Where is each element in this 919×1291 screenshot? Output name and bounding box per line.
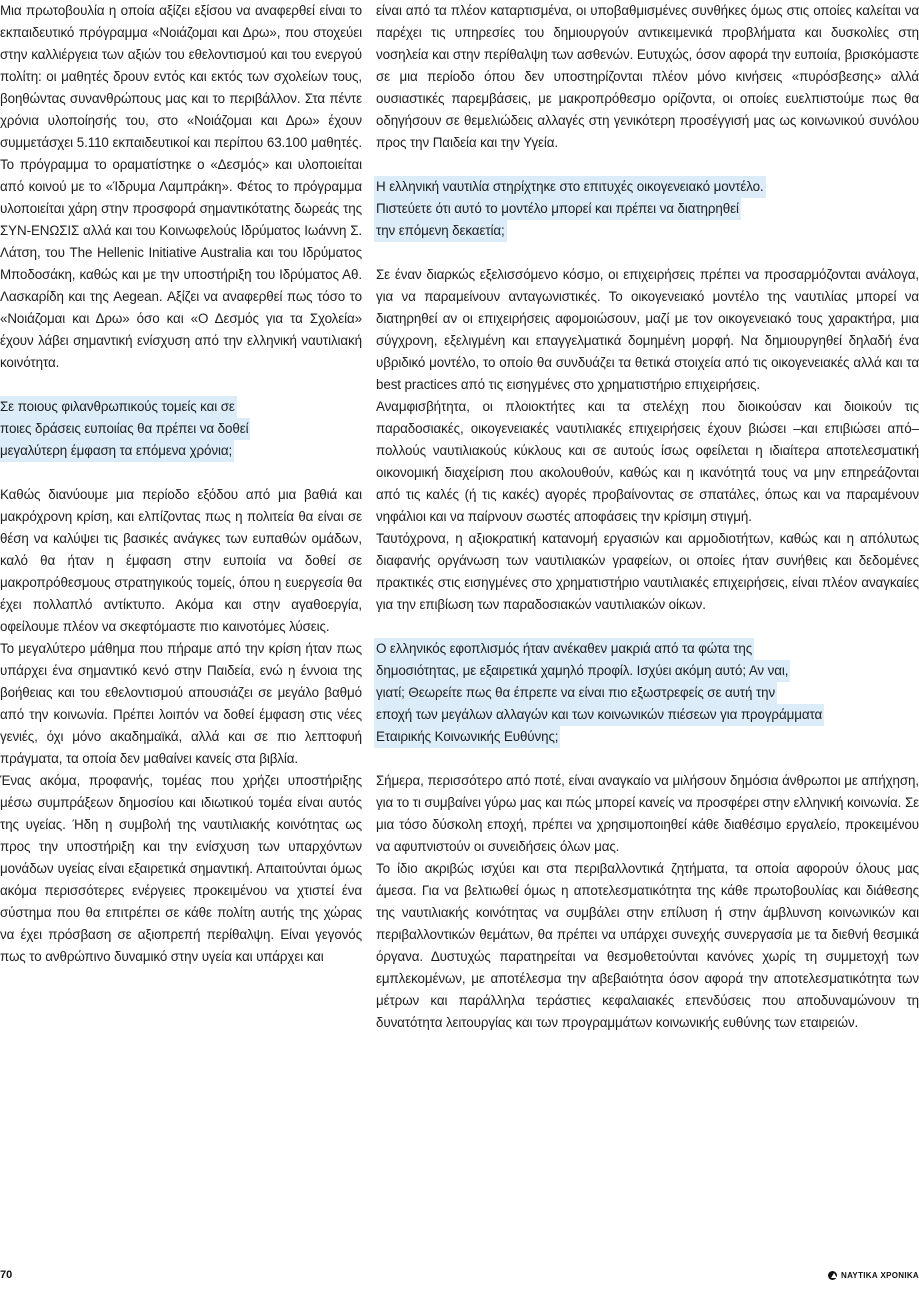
- body-paragraph: Το ίδιο ακριβώς ισχύει και στα περιβαλλοντικά ζητήματα, τα οποία αφορούν όλους μας άμεσα. Για να βελτιωθεί όμως η αποτελεσματικότητα της κάθε πρωτοβουλίας και διάθεσης της ναυτιλιακής κοινότητας να συμβάλει στην επίλυση ή στην άμβλυνση κοινωνικών και περιβαλλοντικών θεμάτων, θα πρέπει να υπάρχει συνεχής συνεργασία με τα διεθνή θεσμικά όργανα. Δυστυχώς παρατηρείται να θεσμοθετούνται κανόνες χωρίς τη συμμετοχή των εμπλεκομένων, με αποτέλεσμα την αβεβαιότητα όσον αφορά την αποτελεσματικότητα των μέτρων και παράλληλα τεράστιες κεφαλαιακές επενδύσεις που αποδυναμώνουν τη δυνατότητα λειτουργίας και των προγραμμάτων κοινωνικής ευθύνης των εταιρειών.: [376, 861, 919, 1030]
- body-paragraph: Το μεγαλύτερο μάθημα που πήραμε από την κρίση ήταν πως υπάρχει ένα σημαντικό κενό στην Παιδεία, ενώ η έννοια της βοήθειας και του εθελοντισμού απουσιάζει σε μεγάλο βαθμό από την κοινωνία. Πρέπει λοιπόν να δοθεί έμφαση στις νέες γενιές, όχι μόνο ακαδημαϊκά, αλλά και σε πιο λεπτοφυή πράγματα, τα οποία δεν μαθαίνει κανείς στα βιβλία.: [0, 641, 362, 766]
- interview-question: [0, 396, 362, 462]
- body-paragraph: Καθώς διανύουμε μια περίοδο εξόδου από μια βαθιά και μακρόχρονη κρίση, και ελπίζοντας πως η πολιτεία θα είναι σε θέση να καλύψει τις βασικές ανάγκες των ευπαθών ομάδων, καλό θα ήταν η έμφαση στην ευποιία να δοθεί σε μακροπρόθεσμους στρατηγικούς τομείς, όπου η ευεργεσία θα έχει πολλαπλό αντίκτυπο. Ακόμα και στην αγαθοεργία, οφείλουμε πλέον να σκεφτόμαστε πιο καινοτόμες λύσεις.: [0, 487, 362, 634]
- interview-question: [376, 638, 919, 748]
- interview-question: [376, 176, 919, 242]
- question-line: ποιες δράσεις ευποιίας θα πρέπει να δοθεί: [0, 418, 250, 440]
- question-line: Εταιρικής Κοινωνικής Ευθύνης;: [374, 726, 560, 748]
- publication-brand: [828, 1271, 919, 1280]
- question-line: εποχή των μεγάλων αλλαγών και των κοινωνικών πιέσεων για προγράμματα: [374, 704, 824, 726]
- question-line: γιατί; Θεωρείτε πως θα έπρεπε να είναι πιο εξωστρεφείς σε αυτή την: [374, 682, 777, 704]
- body-paragraph: είναι από τα πλέον καταρτισμένα, οι υποβαθμισμένες συνθήκες όμως στις οποίες καλείται να παρέχει τις υπηρεσίες του δημιουργούν αντικειμενικά προβλήματα και δυσκολίες στη νοσηλεία και στην περίθαλψη των ασθενών. Ευτυχώς, όσον αφορά την ευποιία, βρισκόμαστε σε μια περίοδο όπου δεν υποστηρίζονται πλέον μόνο κινήσεις «πυρόσβεσης» αλλά ουσιαστικές παρεμβάσεις, με μακροπρόθεσμο ορίζοντα, οι οποίες ευελπιστούμε πως θα οδηγήσουν σε θεμελιώδεις αλλαγές στη γενικότερη προσέγγισή μας ως κοινωνικού συνόλου προς την Παιδεία και την Υγεία.: [376, 3, 919, 150]
- question-line: Ο ελληνικός εφοπλισμός ήταν ανέκαθεν μακριά από τα φώτα της: [374, 638, 754, 660]
- brand-logo-icon: [828, 1271, 837, 1280]
- right-column: [376, 0, 919, 1034]
- left-column: [0, 0, 362, 968]
- body-paragraph: Ταυτόχρονα, η αξιοκρατική κατανομή εργασιών και αρμοδιοτήτων, καθώς και η απόλυτως διαφανής οργάνωση των ναυτιλιακών γραφείων, οι οποίες ήταν συνήθεις και δεδομένες πρακτικές στις εισηγμένες στο χρηματιστήριο ναυτιλιακές επιχειρήσεις, είναι πλέον αναγκαίες για την επιβίωση των παραδοσιακών ναυτιλιακών οίκων.: [376, 531, 919, 612]
- question-line: Πιστεύετε ότι αυτό το μοντέλο μπορεί και πρέπει να διατηρηθεί: [374, 198, 741, 220]
- question-line: δημοσιότητας, με εξαιρετικά χαμηλό προφίλ. Ισχύει ακόμη αυτό; Αν ναι,: [374, 660, 790, 682]
- question-line: Σε ποιους φιλανθρωπικούς τομείς και σε: [0, 396, 237, 418]
- page-number: 70: [0, 1269, 13, 1281]
- body-paragraph: Σήμερα, περισσότερο από ποτέ, είναι αναγκαίο να μιλήσουν δημόσια άνθρωποι με απήχηση, για το τι συμβαίνει γύρω μας και πώς μπορεί κανείς να προσφέρει στην ελληνική κοινωνία. Σε μια τόσο δύσκολη εποχή, πρέπει να χρησιμοποιηθεί κάθε διαθέσιμο εργαλείο, προκειμένου να αφυπνιστούν οι συνειδήσεις όλων μας.: [376, 773, 919, 854]
- body-paragraph: Ένας ακόμα, προφανής, τομέας που χρήζει υποστήριξης μέσω συμπράξεων δημοσίου και ιδιωτικού τομέα είναι αυτός της υγείας. Ήδη η συμβολή της ναυτιλιακής κοινότητας ως προς την υποστήριξη και την ενίσχυση των υπαρχόντων μονάδων υγείας είναι εξαιρετικά σημαντική. Απαιτούνται όμως ακόμα περισσότερες ενέργειες προκειμένου να χτιστεί ένα σύστημα που θα επιτρέπει σε κάθε πολίτη αυτής της χώρας να έχει πρόσβαση σε αξιοπρεπή περίθαλψη. Είναι γεγονός πως το ανθρώπινο δυναμικό στην υγεία και υπάρχει και: [0, 773, 362, 964]
- body-paragraph: Μια πρωτοβουλία η οποία αξίζει εξίσου να αναφερθεί είναι το εκπαιδευτικό πρόγραμμα «Νοιάζομαι και Δρω», που στοχεύει στην καλλιέργεια των αξιών του εθελοντισμού και του ενεργού πολίτη: οι μαθητές δρουν εντός και εκτός των σχολείων τους, βοηθώντας συνανθρώπους μας και το περιβάλλον. Στα πέντε χρόνια υλοποίησής του, στο «Νοιάζομαι και Δρω» έχουν συμμετάσχει 5.110 εκπαιδευτικοί και περίπου 63.100 μαθητές. Το πρόγραμμα το οραματίστηκε ο «Δεσμός» και υλοποιείται από κοινού με το «Ίδρυμα Λαμπράκη». Φέτος το πρόγραμμα υλοποιείται χάρη στην προσφορά σημαντικότατης δωρεάς της ΣΥΝ-ΕΝΩΣΙΣ αλλά και του Κοινωφελούς Ιδρύματος Ιωάννη Σ. Λάτση, του The Hellenic Initiative Australia και του Ιδρύματος Μποδοσάκη, καθώς και με την υποστήριξη του Ιδρύματος Αθ. Λασκαρίδη και της Aegean. Αξίζει να αναφερθεί πως τόσο το «Νοιάζομαι και Δρω» όσο και «Ο Δεσμός για τα Σχολεία» έχουν λάβει σημαντική ενίσχυση από την ελληνική ναυτιλιακή κοινότητα.: [0, 3, 362, 370]
- question-line: Η ελληνική ναυτιλία στηρίχτηκε στο επιτυχές οικογενειακό μοντέλο.: [374, 176, 766, 198]
- question-line: την επόμενη δεκαετία;: [374, 220, 507, 242]
- question-line: μεγαλύτερη έμφαση τα επόμενα χρόνια;: [0, 440, 234, 462]
- brand-name: ΝΑΥΤΙΚΑ ΧΡΟΝΙΚΑ: [841, 1271, 919, 1280]
- body-paragraph: Αναμφισβήτητα, οι πλοιοκτήτες και τα στελέχη που διοικούσαν και διοικούν τις παραδοσιακές, οικογενειακές ναυτιλιακές επιχειρήσεις έχουν βιώσει –και επιβιώσει από– πολλούς ναυτιλιακούς κύκλους και σε αυτούς ίσως οφείλεται η ιδιαίτερα αποτελεσματική οικονομική διαχείριση που ακολουθούν, καθώς και η ικανότητά τους να μην επηρεάζονται από τις καλές (ή τις κακές) αγορές προβαίνοντας σε σπατάλες, όπως και να παραμένουν νηφάλιοι και να παίρνουν σωστές αποφάσεις την κρίσιμη στιγμή.: [376, 399, 919, 524]
- body-paragraph: Σε έναν διαρκώς εξελισσόμενο κόσμο, οι επιχειρήσεις πρέπει να προσαρμόζονται ανάλογα, για να παραμείνουν ανταγωνιστικές. Το οικογενειακό μοντέλο της ναυτιλίας μπορεί να διατηρηθεί αν οι επιχειρήσεις αφομοιώσουν, μαζί με τον οικογενειακό τους χαρακτήρα, μια σύγχρονη, εξελιγμένη και επαγγελματικά δομημένη μορφή. Να δημιουργηθεί δηλαδή ένα υβριδικό μοντέλο, το οποίο θα συνδυάζει τα θετικά στοιχεία από τις οικογενειακές αλλά και τα best practices από τις εισηγμένες στο χρηματιστήριο επιχειρήσεις.: [376, 267, 919, 392]
